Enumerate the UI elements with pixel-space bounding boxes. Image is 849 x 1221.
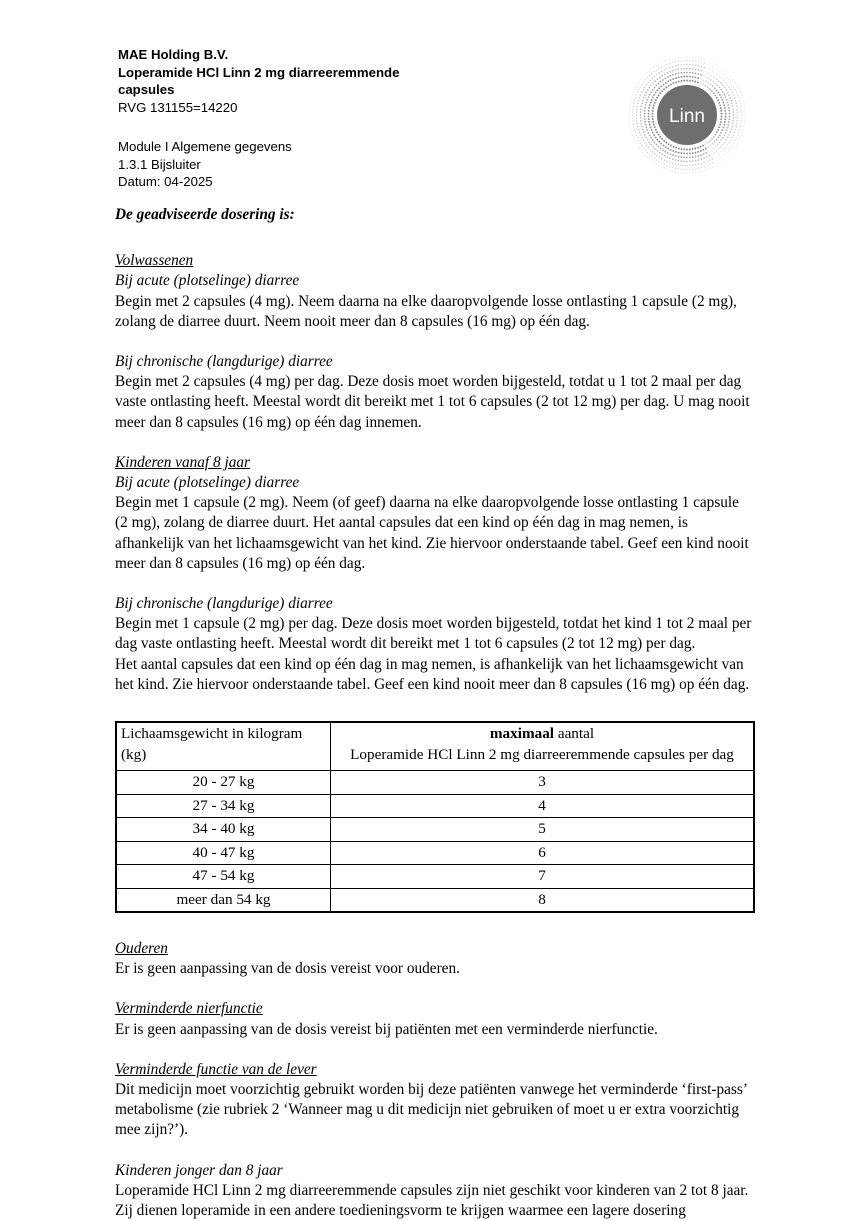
spacer bbox=[115, 1040, 755, 1060]
table-cell-weight: 20 - 27 kg bbox=[116, 771, 331, 795]
table-header-weight-line2: (kg) bbox=[121, 745, 147, 763]
spacer bbox=[115, 332, 755, 352]
table-body bbox=[116, 771, 754, 913]
spacer bbox=[115, 225, 755, 251]
table-cell-capsules: 5 bbox=[331, 818, 755, 842]
table-header-weight bbox=[116, 722, 331, 771]
paragraph-kinderen-jonger-8: Loperamide HCl Linn 2 mg diarreeremmende capsules zijn niet geschikt voor kinderen van 2 tot 8 jaar. Zij dienen loperamide in een andere toedieningsvorm te krijgen waarmee een lagere dosering bbox=[115, 1181, 749, 1220]
subheading-adults-acute: Bij acute (plotselinge) diarree bbox=[115, 272, 300, 290]
paragraph-nierfunctie: Er is geen aanpassing van de dosis vereist bij patiënten met een verminderde nierfunctie. bbox=[115, 1020, 658, 1038]
product-name-line1: Loperamide HCl Linn 2 mg diarreeremmende bbox=[118, 64, 400, 80]
table-cell-weight: 27 - 34 kg bbox=[116, 794, 331, 818]
product-name-line2: capsules bbox=[118, 82, 175, 97]
heading-ouderen: Ouderen bbox=[115, 940, 168, 958]
section-label: 1.3.1 Bijsluiter bbox=[118, 156, 201, 172]
table-row bbox=[116, 771, 754, 795]
subheading-children-acute: Bij acute (plotselinge) diarree bbox=[115, 474, 300, 492]
dosing-table bbox=[115, 721, 755, 913]
heading-nierfunctie: Verminderde nierfunctie bbox=[115, 1000, 263, 1018]
table-row bbox=[116, 841, 754, 865]
heading-lever: Verminderde functie van de lever bbox=[115, 1060, 317, 1078]
table-cell-capsules: 3 bbox=[331, 771, 755, 795]
table-row bbox=[116, 818, 754, 842]
spacer bbox=[115, 979, 755, 999]
table-cell-weight: 47 - 54 kg bbox=[116, 865, 331, 889]
dosing-table-wrapper bbox=[115, 721, 755, 913]
logo-text: Linn bbox=[669, 106, 705, 127]
subheading-adults-chronic: Bij chronische (langdurige) diarree bbox=[115, 353, 333, 371]
date-label: Datum: 04-2025 bbox=[118, 174, 213, 189]
table-header bbox=[116, 722, 754, 771]
company-name: MAE Holding B.V. bbox=[118, 47, 229, 62]
rvg-number: RVG 131155=14220 bbox=[118, 99, 238, 115]
table-row bbox=[116, 888, 754, 912]
spacer bbox=[115, 695, 755, 721]
table-header-row bbox=[116, 722, 754, 771]
table-header-capsules-line2: Loperamide HCl Linn 2 mg diarreeremmende capsules per dag bbox=[350, 745, 734, 763]
spacer bbox=[115, 433, 755, 453]
table-cell-weight: meer dan 54 kg bbox=[116, 888, 331, 912]
module-label: Module I Algemene gegevens bbox=[118, 139, 292, 154]
paragraph-adults-acute: Begin met 2 capsules (4 mg). Neem daarna na elke daaropvolgende losse ontlasting 1 capsule (2 mg), zolang de diarree duurt. Neem nooit meer dan 8 capsules (16 mg) op één dag. bbox=[115, 292, 737, 330]
heading-volwassenen: Volwassenen bbox=[115, 252, 194, 270]
linn-logo-icon bbox=[626, 54, 748, 176]
paragraph-children-acute: Begin met 1 capsule (2 mg). Neem (of geef) daarna na elke daaropvolgende losse ontlasting 1 capsule (2 mg), zolang de diarree duurt. Het aantal capsules dat een kind op één dag in mag nemen, is afhankelijk van het lichaamsgewicht van het kind. Zie hiervoor onderstaande tabel. Geef een kind nooit meer dan 8 capsules (16 mg) op één dag. bbox=[115, 494, 749, 572]
table-header-capsules-line1 bbox=[335, 724, 749, 745]
paragraph-children-chronic: Begin met 1 capsule (2 mg) per dag. Deze dosis moet worden bijgesteld, totdat het kind 1 tot 2 maal per dag vaste ontlasting heeft. Meestal wordt dit bereikt met 1 tot 6 capsules (2 tot 12 mg) per dag. bbox=[115, 615, 752, 653]
spacer bbox=[115, 1141, 755, 1161]
document-header bbox=[118, 46, 558, 116]
table-row bbox=[116, 865, 754, 889]
paragraph-adults-chronic: Begin met 2 capsules (4 mg) per dag. Deze dosis moet worden bijgesteld, totdat u 1 tot 2 maal per dag vaste ontlasting heeft. Meestal wordt dit bereikt met 1 tot 6 capsules (2 tot 12 mg) per dag. U mag nooit meer dan 8 capsules (16 mg) op één dag innemen. bbox=[115, 373, 750, 431]
spacer bbox=[115, 574, 755, 594]
subheading-children-chronic: Bij chronische (langdurige) diarree bbox=[115, 595, 333, 613]
table-header-weight-line1: Lichaamsgewicht in kilogram bbox=[121, 725, 303, 743]
spacer bbox=[115, 913, 755, 939]
table-cell-weight: 34 - 40 kg bbox=[116, 818, 331, 842]
paragraph-ouderen: Er is geen aanpassing van de dosis vereist voor ouderen. bbox=[115, 960, 460, 978]
table-row bbox=[116, 794, 754, 818]
paragraph-children-chronic-2: Het aantal capsules dat een kind op één dag in mag nemen, is afhankelijk van het lichaamsgewicht van het kind. Zie hiervoor onderstaande tabel. Geef een kind nooit meer dan 8 capsules (16 mg) op één dag. bbox=[115, 655, 750, 693]
heading-kinderen-jonger-8: Kinderen jonger dan 8 jaar bbox=[115, 1161, 283, 1179]
table-header-aantal: aantal bbox=[554, 725, 595, 743]
table-cell-weight: 40 - 47 kg bbox=[116, 841, 331, 865]
lead-heading: De geadviseerde dosering is: bbox=[115, 206, 295, 223]
paragraph-lever: Dit medicijn moet voorzichtig gebruikt worden bij deze patiënten vanwege het verminderde ‘first-pass’ metabolisme (zie rubriek 2 ‘Wanneer mag u dit medicijn niet gebruiken of moet u er extra voorzichtig mee zijn?’). bbox=[115, 1081, 747, 1139]
main-content bbox=[115, 205, 755, 1221]
module-info bbox=[118, 138, 558, 191]
table-header-maximaal: maximaal bbox=[489, 725, 555, 743]
table-cell-capsules: 4 bbox=[331, 794, 755, 818]
table-cell-capsules: 6 bbox=[331, 841, 755, 865]
table-cell-capsules: 8 bbox=[331, 888, 755, 912]
table-cell-capsules: 7 bbox=[331, 865, 755, 889]
table-header-capsules bbox=[331, 722, 755, 771]
linn-logo bbox=[626, 54, 748, 176]
heading-kinderen-vanaf-8: Kinderen vanaf 8 jaar bbox=[115, 453, 250, 471]
